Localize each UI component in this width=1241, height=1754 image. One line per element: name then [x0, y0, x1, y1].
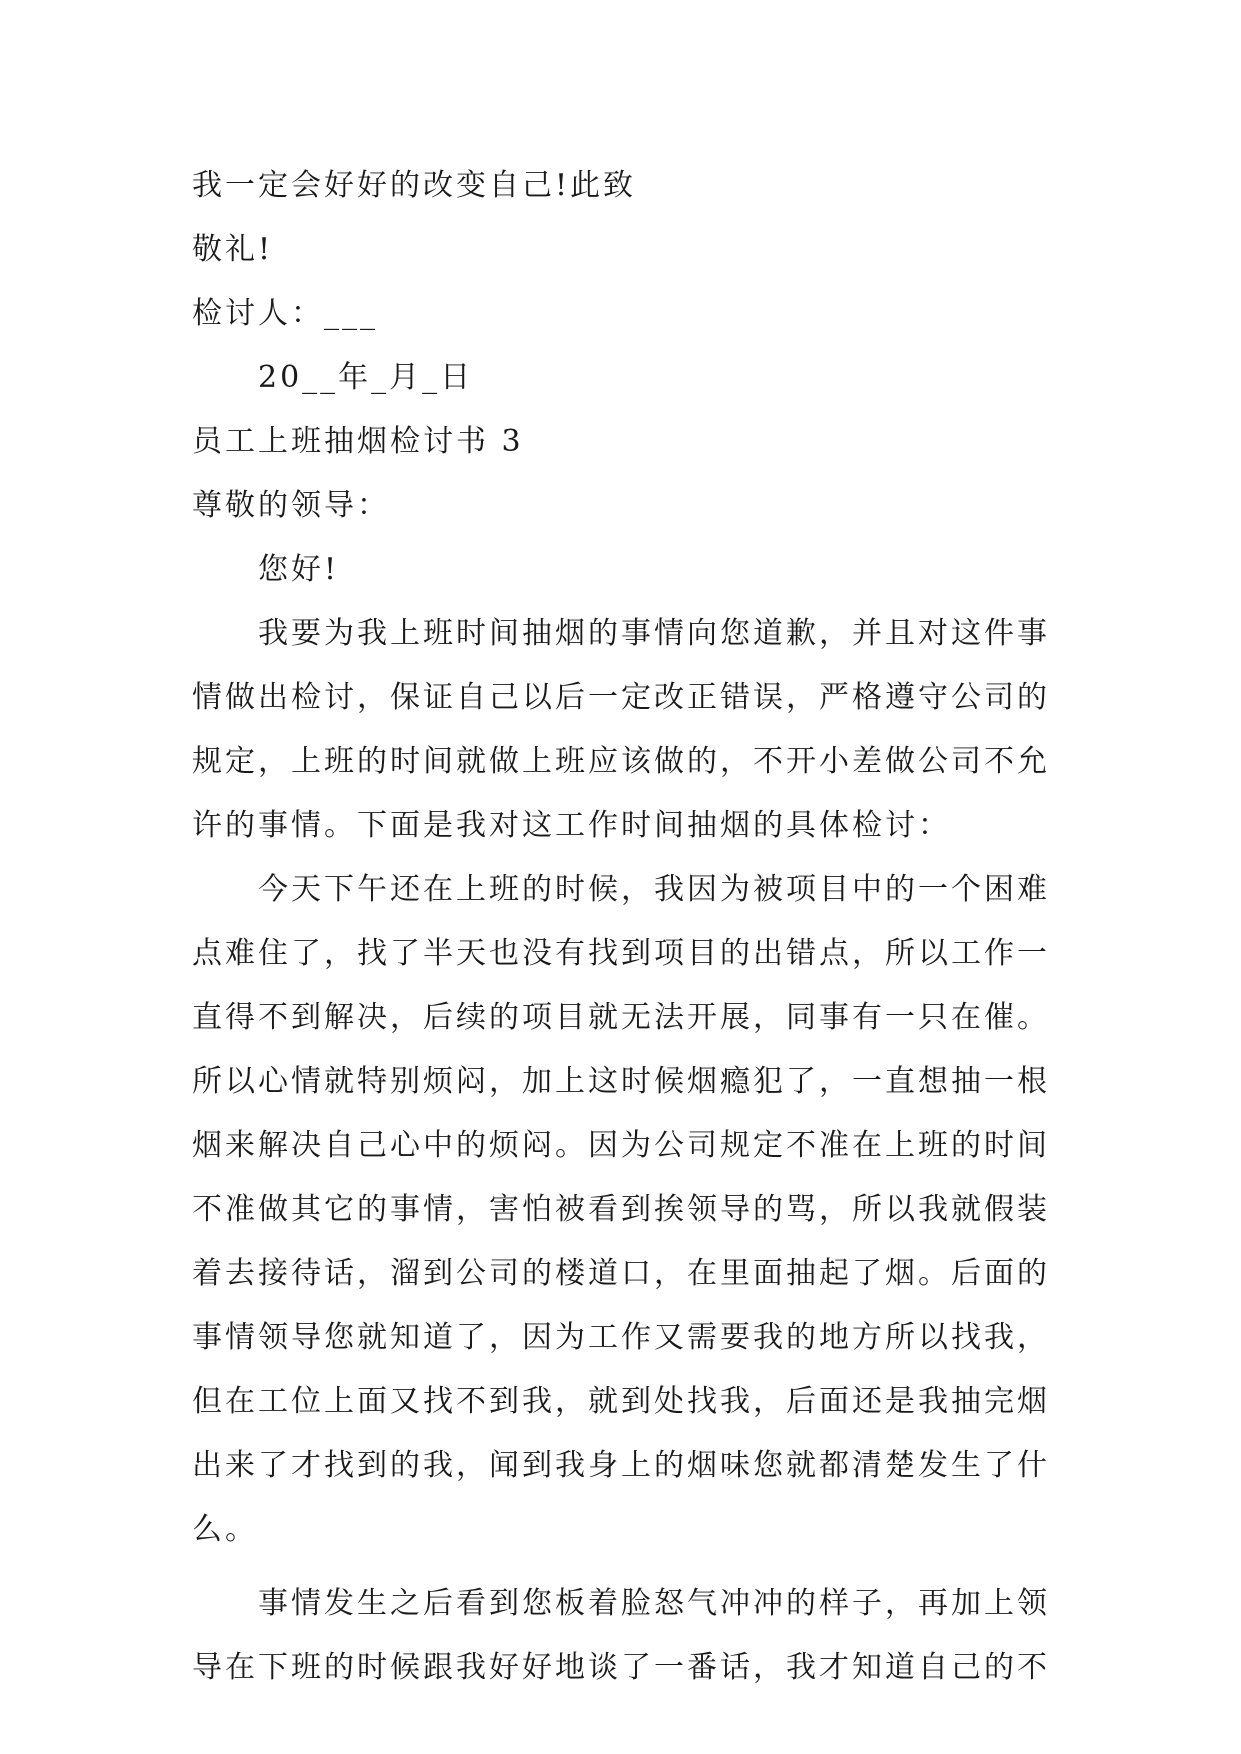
paragraph-2-line: 今天下午还在上班的时候，我因为被项目中的一个困难 [258, 872, 1050, 907]
closing-line-1: 我一定会好好的改变自己!此致 [192, 168, 637, 203]
section-title: 员工上班抽烟检讨书 3 [192, 424, 524, 459]
paragraph-2-line: 烟来解决自己心中的烦闷。因为公司规定不准在上班的时间 [192, 1128, 1050, 1163]
paragraph-1-line: 许的事情。下面是我对这工作时间抽烟的具体检讨： [192, 808, 951, 843]
paragraph-2-line: 点难住了，找了半天也没有找到项目的出错点，所以工作一 [192, 936, 1050, 971]
paragraph-3-line: 事情发生之后看到您板着脸怒气冲冲的样子，再加上领 [258, 1586, 1050, 1621]
paragraph-2-line: 么。 [192, 1512, 258, 1547]
paragraph-2-line: 所以心情就特别烦闷，加上这时候烟瘾犯了，一直想抽一根 [192, 1064, 1050, 1099]
paragraph-1-line: 规定，上班的时间就做上班应该做的，不开小差做公司不允 [192, 744, 1050, 779]
paragraph-1-line: 我要为我上班时间抽烟的事情向您道歉，并且对这件事 [258, 616, 1050, 651]
paragraph-2-line: 不准做其它的事情，害怕被看到挨领导的骂，所以我就假装 [192, 1192, 1050, 1227]
paragraph-2-line: 着去接待话，溜到公司的楼道口，在里面抽起了烟。后面的 [192, 1256, 1050, 1291]
signer-line: 检讨人：___ [192, 296, 378, 331]
paragraph-2-line: 但在工位上面又找不到我，就到处找我，后面还是我抽完烟 [192, 1384, 1050, 1419]
paragraph-3-line: 导在下班的时候跟我好好地谈了一番话，我才知道自己的不 [192, 1650, 1050, 1685]
salutation: 尊敬的领导： [192, 488, 390, 523]
paragraph-2-line: 事情领导您就知道了，因为工作又需要我的地方所以找我， [192, 1320, 1050, 1355]
greeting: 您好! [258, 552, 340, 587]
paragraph-2-line: 出来了才找到的我，闻到我身上的烟味您就都清楚发生了什 [192, 1448, 1050, 1483]
paragraph-1-line: 情做出检讨，保证自己以后一定改正错误，严格遵守公司的 [192, 680, 1050, 715]
closing-line-2: 敬礼! [192, 232, 274, 267]
paragraph-2-line: 直得不到解决，后续的项目就无法开展，同事有一只在催。 [192, 1000, 1050, 1035]
date-line: 20__年_月_日 [258, 360, 474, 395]
